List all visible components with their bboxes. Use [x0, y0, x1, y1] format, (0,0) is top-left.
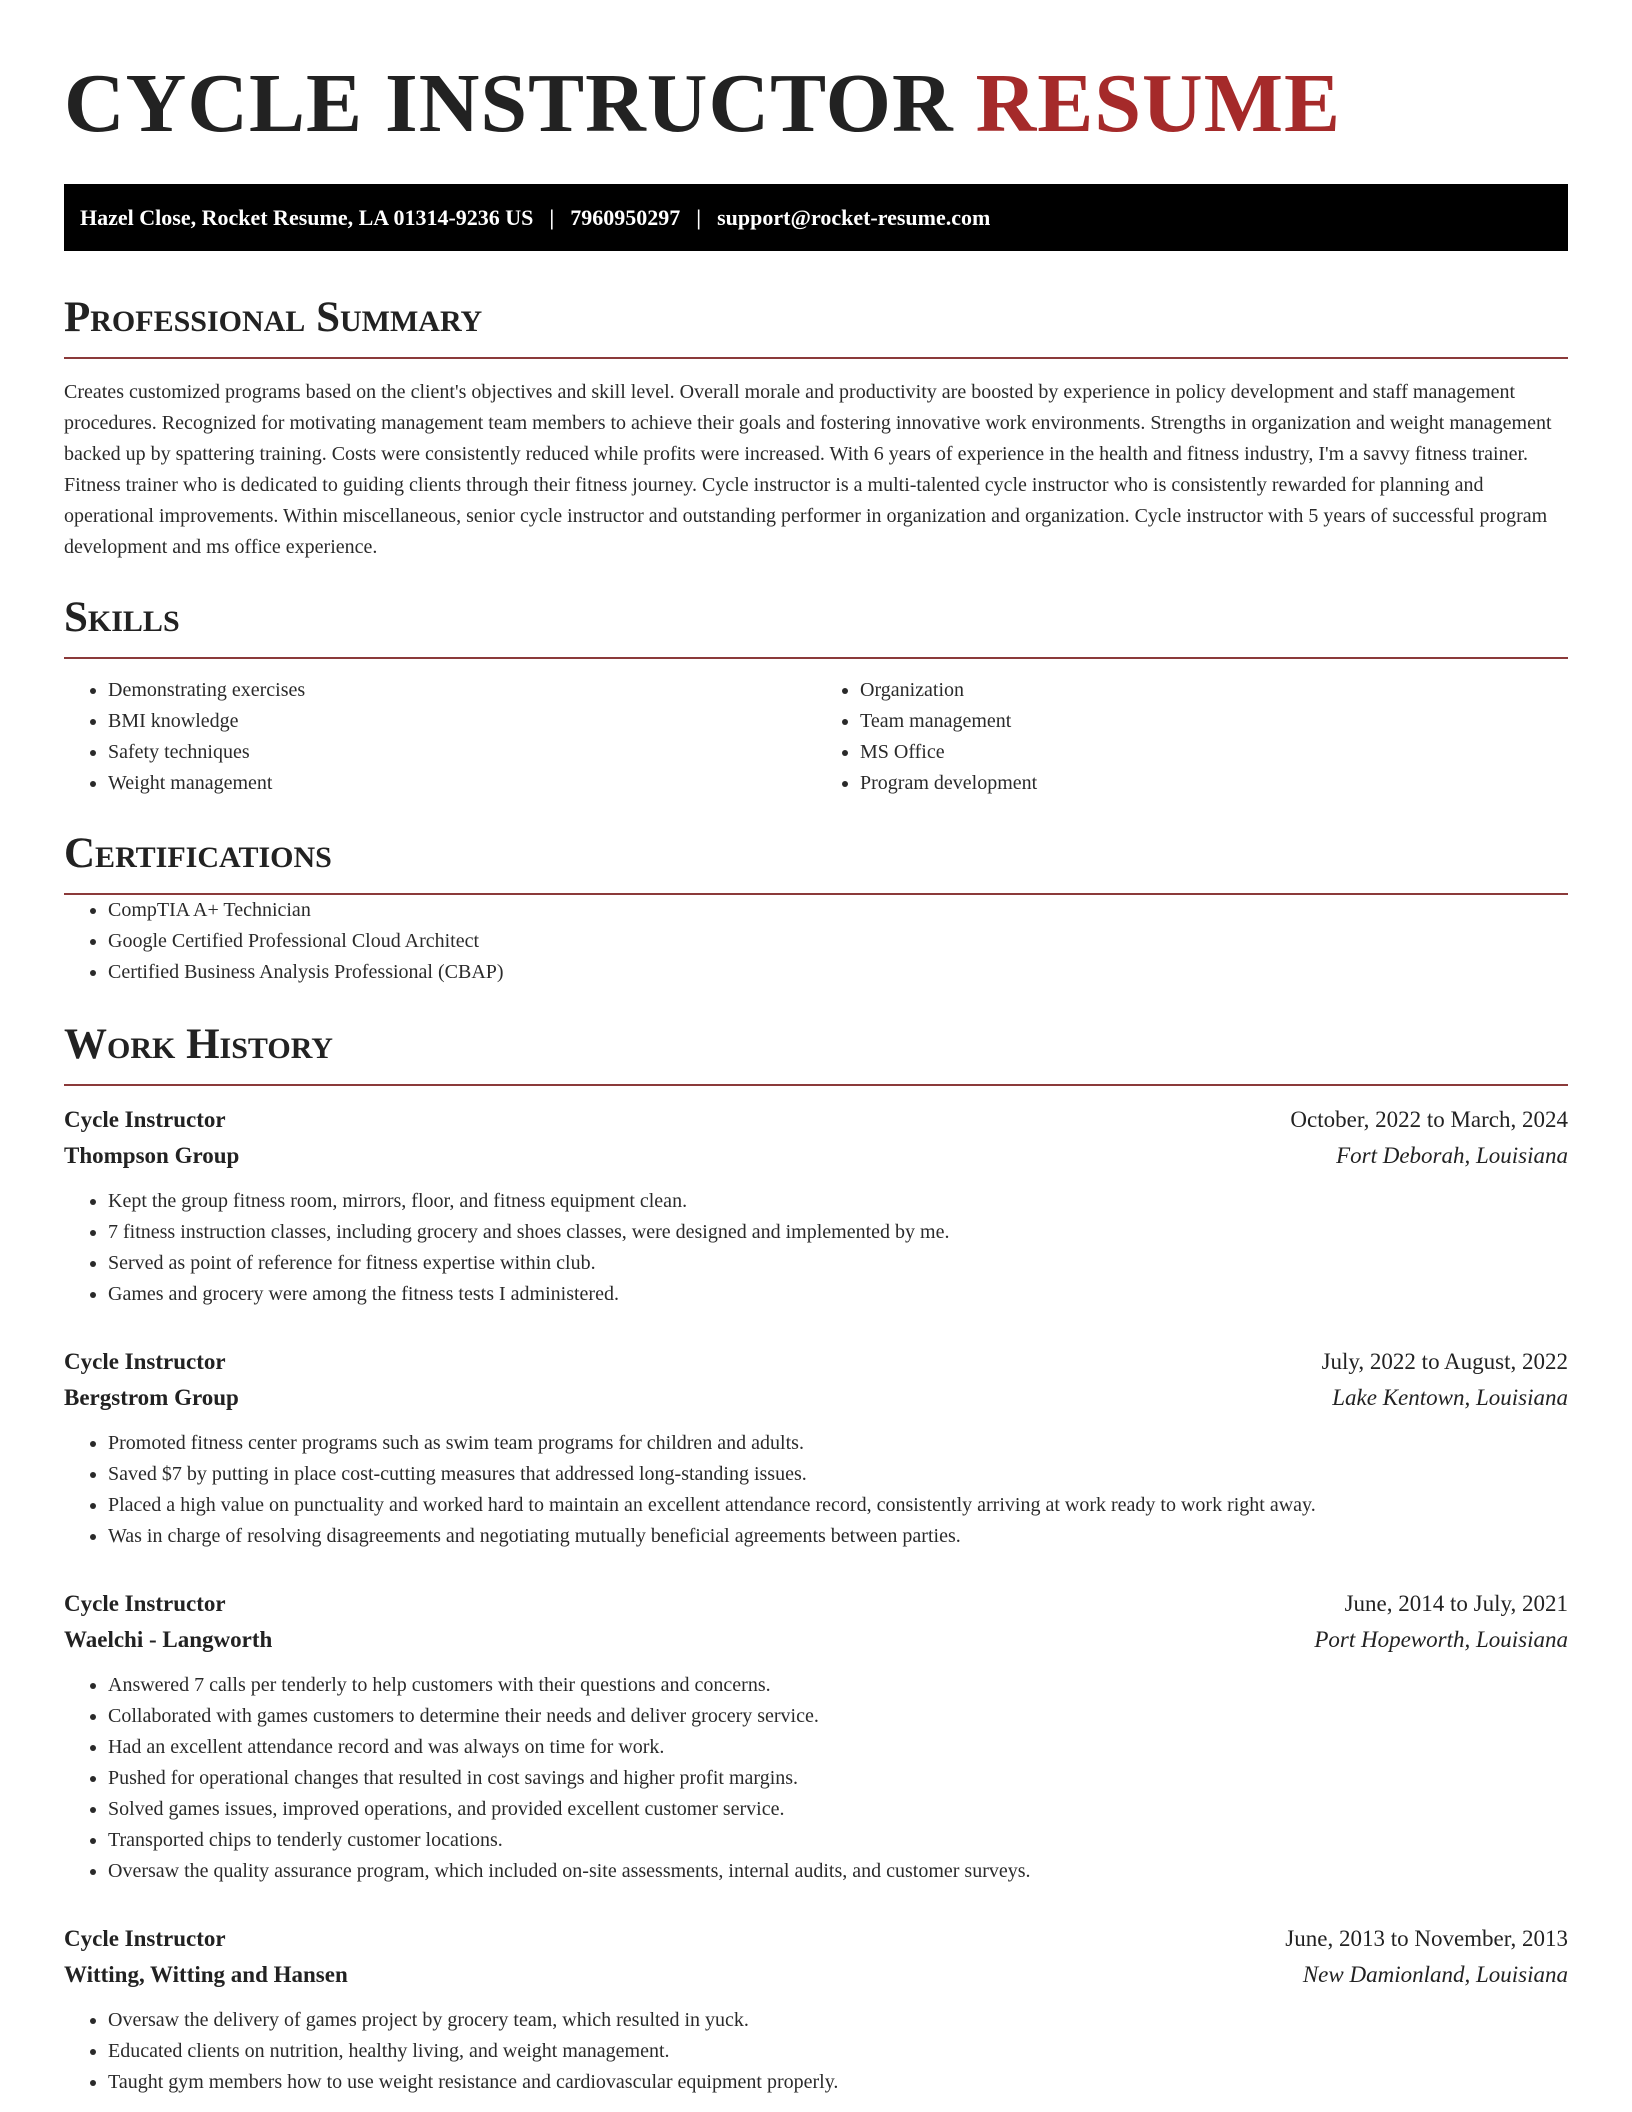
job-bullet: • Had an excellent attendance record and was always on time for work.: [108, 1732, 1568, 1763]
skills-grid: [64, 675, 1568, 799]
contact-address: Hazel Close, Rocket Resume, LA 01314-9236 US: [80, 204, 534, 230]
certification-item: • Google Certified Professional Cloud Architect: [108, 926, 1568, 957]
job-bullet: • Oversaw the quality assurance program, which included on-site assessments, internal audits, and customer surveys.: [108, 1856, 1568, 1887]
job-dates: June, 2014 to July, 2021: [1344, 1591, 1568, 1616]
job-location: Port Hopeworth, Louisiana: [1314, 1627, 1568, 1652]
job-entry: [64, 1921, 1568, 2098]
job-bullet: • Collaborated with games customers to determine their needs and deliver grocery service.: [108, 1701, 1568, 1732]
job-bullet: • Solved games issues, improved operations, and provided excellent customer service.: [108, 1794, 1568, 1825]
job-bullet: • Games and grocery were among the fitness tests I administered.: [108, 1279, 1568, 1310]
job-bullet: • Educated clients on nutrition, healthy living, and weight management.: [108, 2036, 1568, 2067]
job-dates: June, 2013 to November, 2013: [1285, 1926, 1568, 1951]
skills-list-right: [816, 675, 1568, 799]
job-company: Thompson Group: [64, 1143, 240, 1168]
summary-heading: Professional Summary: [64, 293, 1568, 359]
job-company: Waelchi - Langworth: [64, 1627, 273, 1652]
job-bullets: [64, 1670, 1568, 1887]
job-dates: July, 2022 to August, 2022: [1321, 1349, 1568, 1374]
job-bullet: • Transported chips to tenderly customer locations.: [108, 1825, 1568, 1856]
job-entry: [64, 1344, 1568, 1552]
job-bullet: • 7 fitness instruction classes, including grocery and shoes classes, were designed and implemented by me.: [108, 1217, 1568, 1248]
skill-item: • Safety techniques: [108, 737, 816, 768]
job-bullet: • Pushed for operational changes that resulted in cost savings and higher profit margins.: [108, 1763, 1568, 1794]
skill-item: • Program development: [860, 768, 1568, 799]
job-location: Lake Kentown, Louisiana: [1332, 1385, 1568, 1410]
contact-email: support@rocket-resume.com: [717, 204, 991, 230]
job-bullet: • Promoted fitness center programs such as swim team programs for children and adults.: [108, 1428, 1568, 1459]
job-title: Cycle Instructor: [64, 1591, 226, 1616]
title-accent: RESUME: [975, 57, 1342, 150]
certification-item: • CompTIA A+ Technician: [108, 895, 1568, 926]
certifications-list: [64, 895, 1568, 988]
skill-item: • Demonstrating exercises: [108, 675, 816, 706]
contact-phone: 7960950297: [570, 204, 681, 230]
job-title: Cycle Instructor: [64, 1349, 226, 1374]
job-title: Cycle Instructor: [64, 1926, 226, 1951]
skills-list-left: [64, 675, 816, 799]
job-bullet: • Kept the group fitness room, mirrors, floor, and fitness equipment clean.: [108, 1186, 1568, 1217]
job-company: Witting, Witting and Hansen: [64, 1962, 348, 1987]
summary-text: Creates customized programs based on the client's objectives and skill level. Overall morale and productivity are boosted by experience in policy development and staff management procedures. Recognized for motivating management team members to achieve their goals and fostering innovative work environments. Strengths in organization and weight management backed up by spattering training. Costs were consistently reduced while profits were increased. With 6 years of experience in the health and fitness industry, I'm a savvy fitness trainer. Fitness trainer who is dedicated to guiding clients through their fitness journey. Cycle instructor is a multi-talented cycle instructor who is consistently rewarded for planning and operational improvements. Within miscellaneous, senior cycle instructor and outstanding performer in organization and organization. Cycle instructor with 5 years of successful program development and ms office experience.: [64, 381, 1552, 558]
contact-separator: |: [696, 204, 702, 230]
job-location: New Damionland, Louisiana: [1302, 1962, 1568, 1987]
job-entry: [64, 1102, 1568, 1310]
skill-item: • Weight management: [108, 768, 816, 799]
skill-item: • BMI knowledge: [108, 706, 816, 737]
job-title: Cycle Instructor: [64, 1107, 226, 1132]
work-history-heading: Work History: [64, 1020, 1568, 1086]
resume-title: [64, 0, 1568, 152]
certification-item: • Certified Business Analysis Professional (CBAP): [108, 957, 1568, 988]
skill-item: • Organization: [860, 675, 1568, 706]
contact-separator: |: [549, 204, 555, 230]
job-company: Bergstrom Group: [64, 1385, 239, 1410]
certifications-heading: Certifications: [64, 829, 1568, 895]
job-dates: October, 2022 to March, 2024: [1290, 1107, 1568, 1132]
job-bullet: • Oversaw the delivery of games project by grocery team, which resulted in yuck.: [108, 2005, 1568, 2036]
skill-item: • MS Office: [860, 737, 1568, 768]
job-bullet: • Answered 7 calls per tenderly to help customers with their questions and concerns.: [108, 1670, 1568, 1701]
skill-item: • Team management: [860, 706, 1568, 737]
skills-heading: Skills: [64, 593, 1568, 659]
job-bullets: [64, 1428, 1568, 1552]
job-bullet: • Was in charge of resolving disagreements and negotiating mutually beneficial agreements between parties.: [108, 1521, 1568, 1552]
contact-bar: [64, 184, 1568, 251]
job-bullet: • Placed a high value on punctuality and worked hard to maintain an excellent attendance record, consistently arriving at work ready to work right away.: [108, 1490, 1568, 1521]
job-location: Fort Deborah, Louisiana: [1336, 1143, 1568, 1168]
job-bullet: • Served as point of reference for fitness expertise within club.: [108, 1248, 1568, 1279]
job-entry: [64, 1586, 1568, 1887]
job-bullets: [64, 1186, 1568, 1310]
job-bullets: [64, 2005, 1568, 2098]
job-bullet: • Taught gym members how to use weight resistance and cardiovascular equipment properly.: [108, 2067, 1568, 2098]
title-main: CYCLE INSTRUCTOR: [64, 57, 954, 150]
job-bullet: • Saved $7 by putting in place cost-cutting measures that addressed long-standing issues.: [108, 1459, 1568, 1490]
